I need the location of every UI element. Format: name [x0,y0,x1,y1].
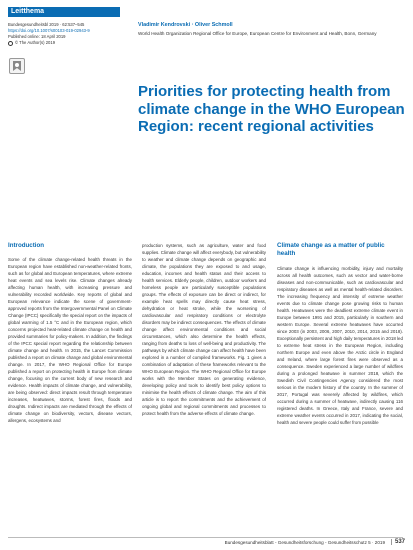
page-number: 537 [391,539,405,545]
column-3-paragraph: Climate change is influencing morbidity, injury and mortality across all health outcomes, such as vector and water-borne diseases and non-communicable, such as cardiovascular and respiratory diseases as well as mental health-related disorders. The increasing frequency and intensity of extreme weather events due to climate change pose growing risks to human health. Heatwaves were the deadliest extreme climate event in Europe between 1991 and 2015, particularly in southern and western Europe. Several extreme heatwaves have occurred since 2003 (in 2003, 2006, 2007, 2010, 2014, 2015 and 2018). Exceptionally persistent and high daily temperatures in 2018 led to extreme heat stress in the European Region, including northern Europe and even above the Arctic circle in England and Ireland, where large forest fires were observed as a consequence. Sweden experienced a large number of wildfires during a prolonged heatwave in summer 2018, which the Swedish Civil Contingencies Agency considered the most serious in the modern history of the country. In the summer of 2017, Portugal was severely affected by wildfires, which occurred during a summer of heatwave, indirectly causing 116 registered deaths. In Greece, Italy and France, severe and extreme weather events occurred in 2017, indicating the social, health and severe people could suffer from possible [277,266,403,425]
section-label: Leitthema [8,7,120,17]
author-affiliation: World Health Organization Regional Office for Europe, European Centre for Environment and Health, Bonn, Germany [138,31,377,36]
journal-citation: Bundesgesundheitsbl 2019 · 62:537–545 [8,22,85,27]
column-2-paragraph: production systems, such as agriculture, water and food supplies. Climate change will affect everybody, but vulnerability to weather and climate change depends on geographic and climate, the populations they are exposed to and usage, education, incomes and health status and their access to health services. Elderly people, children, outdoor workers and homeless people are particularly susceptible populations groups. The effects of exposure can be direct or indirect, for example heat spells may directly cause heat stress, dehydration or heat stroke, while the worsening of cardiovascular and respiratory conditions or electrolyte disorders may be indirect consequences. The effects of climate change affect environmental conditions and social circumstances, which also determine the health effects, ranging from deaths to loss of well-being and productivity. The pathways by which climate change can affect health have been explored in a number of compiled frameworks. Fig. 1 gives a combination of adaptation of these frameworks relevant to the WHO European Region. The WHO Regional Office for Europe works with the Member States on generating evidence, developing policy and tools to identify best policy options to minimise the health effects of climate change. The aim of this article is to report the commitments and the achievement of ongoing global and regional commitments and processes to protect health from the adverse effects of climate change. [142,243,266,416]
author-names: Vladimir Kendrovski · Oliver Schmoll [138,22,233,28]
copyright-text: © The Author(s) 2019 [15,40,56,45]
article-metadata [8,22,128,46]
column-3-text [277,265,403,534]
publication-date: Published online: 18 April 2019 [8,34,66,39]
author-block [138,22,408,37]
introduction-heading: Introduction [8,242,45,249]
footer-journal: Bundesgesundheitsblatt - Gesundheitsforschung - Gesundheitsschutz 5 · 2019 [224,540,385,545]
article-title: Priorities for protecting health from climate change in the WHO European Region: recent regional activities [138,83,405,135]
open-access-line [8,40,128,46]
doi-link[interactable]: https://doi.org/10.1007/s00103-019-02943-9 [8,28,90,33]
climate-change-heading: Climate change as a matter of public health [277,242,385,257]
check-for-updates-icon[interactable] [9,58,25,74]
footer-divider [8,537,403,538]
column-1-paragraph: Some of the climate change-related health threats in the European region have established non-weather-related fronts, such as for global and European temperatures, where extreme heat events and sea levels rise. Climate changes already affecting human health, with increasing pressure and vulnerability recorded worldwide. Key reports of global and European relevance indicate the scene of government-approved reports from the Intergovernmental Panel on Climate Change (IPCC) specifically the special report on the impacts of global warming of 1.5 °C and in the European region, which concerns projected heat-related climate change on health and provided summaries for policy-makers. In addition, the findings of the IPCC special report regarding the relationship between climate change and health. In 2015, the Lancet Commission published a report on climate change and global environmental change. In 2017, the WHO Regional Office for Europe published a report on protecting health in Europe from climate change, focusing on the current body of new research and evidence. Health impacts of climate change, and vulnerability, are being observed: direct impacts result through temperature increases, heatwaves, storms, forest fires, floods and droughts. Indirect impacts are mediated through the effects of climate change on biodiversity, vectors, disease vectors, allergens, ecosystems and [8,257,132,423]
column-2-text [142,242,266,534]
column-1-text [8,256,132,534]
open-access-icon [8,41,13,46]
